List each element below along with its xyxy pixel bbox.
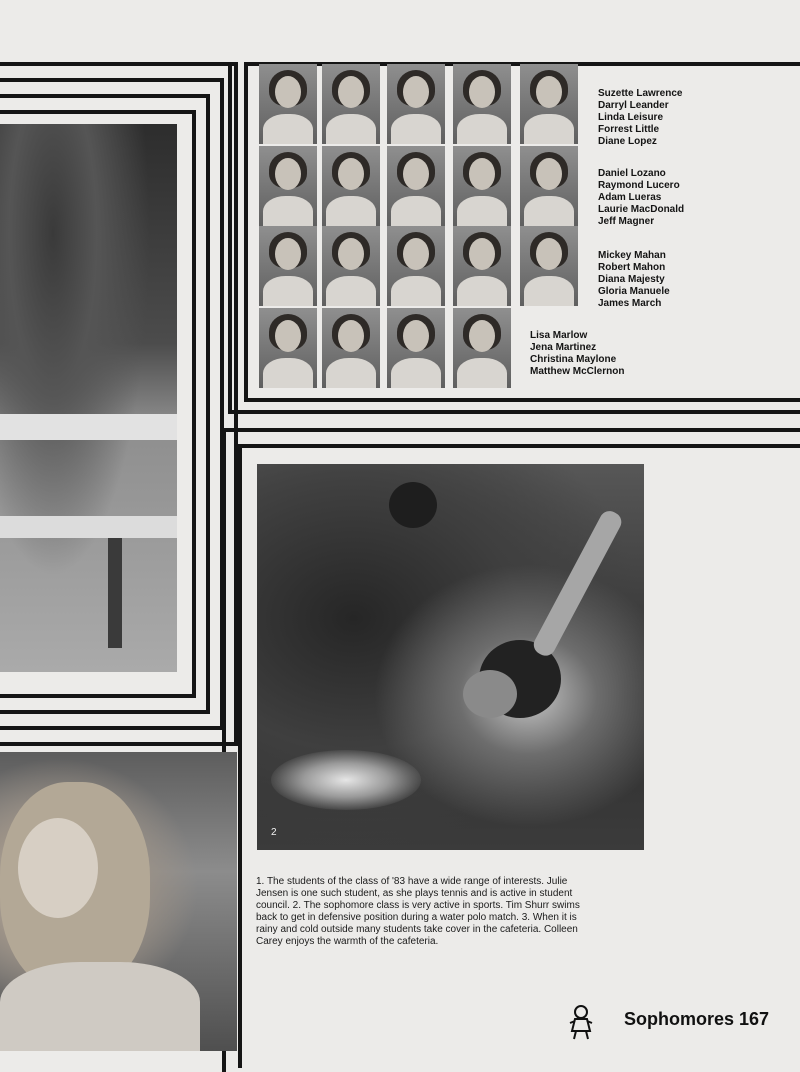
bench-back <box>0 414 177 440</box>
bench-leg <box>108 538 122 648</box>
portrait-lisa-marlow <box>259 308 317 388</box>
student-name: Linda Leisure <box>598 112 664 123</box>
portrait-jena-martinez <box>322 308 380 388</box>
student-name: Diana Majesty <box>598 274 665 285</box>
portrait-raymond-lucero <box>322 146 380 226</box>
student-name: Diane Lopez <box>598 136 657 147</box>
girl-jacket <box>0 962 200 1051</box>
student-name: James March <box>598 298 662 309</box>
student-name: Laurie MacDonald <box>598 204 685 215</box>
name-list-row-2 <box>598 168 684 228</box>
portrait-diane-lopez <box>520 64 578 144</box>
water-polo-photo <box>257 464 644 850</box>
background-swimmer <box>389 482 437 528</box>
cafeteria-photo <box>0 752 237 1051</box>
photo-captions: 1. The students of the class of '83 have a wide range of interests. Julie Jensen is one such student, as she plays tennis and is active in student council. 2. The sophomore class is very active in sports. Tim Shurr swims back to get in defensive position during a water polo match. 3. When it is rainy and cold outside many students take cover in the cafeteria. Colleen Carey enjoys the warmth of the cafeteria. <box>256 876 580 947</box>
student-name: Lisa Marlow <box>530 330 588 341</box>
student-name: Christina Maylone <box>530 354 617 365</box>
portrait-adam-lueras <box>387 146 445 226</box>
portrait-linda-leisure <box>387 64 445 144</box>
photo-number-label: 2 <box>271 827 277 838</box>
bench-photo <box>0 124 177 672</box>
swimmer-face <box>463 670 517 718</box>
portrait-robert-mahon <box>322 226 380 306</box>
student-name: Daniel Lozano <box>598 168 666 179</box>
name-list-row-1 <box>598 88 682 148</box>
student-name: Robert Mahon <box>598 262 666 273</box>
swimmer-arm <box>530 508 625 660</box>
page-number: 167 <box>739 1009 770 1029</box>
student-name: Darryl Leander <box>598 100 669 111</box>
student-name: Mickey Mahan <box>598 250 666 261</box>
name-list-row-3 <box>598 250 670 310</box>
portrait-james-march <box>520 226 578 306</box>
portrait-suzette-lawrence <box>259 64 317 144</box>
portrait-gloria-manuele <box>453 226 511 306</box>
student-name: Raymond Lucero <box>598 180 680 191</box>
student-name: Matthew McClernon <box>530 366 625 377</box>
portrait-jeff-magner <box>520 146 578 226</box>
portrait-laurie-macdonald <box>453 146 511 226</box>
portrait-mickey-mahan <box>259 226 317 306</box>
girl-face <box>18 818 98 918</box>
student-name: Suzette Lawrence <box>598 88 683 99</box>
student-name: Jeff Magner <box>598 216 655 227</box>
name-list-row-4 <box>530 330 624 378</box>
portrait-daniel-lozano <box>259 146 317 226</box>
bench-seat <box>0 516 177 538</box>
portrait-darryl-leander <box>322 64 380 144</box>
portrait-christina-maylone <box>387 308 445 388</box>
splash <box>271 750 421 810</box>
student-name: Forrest Little <box>598 124 660 135</box>
page-footer <box>624 1009 769 1030</box>
portrait-matthew-mcclernon <box>453 308 511 388</box>
mascot-icon <box>566 1003 596 1041</box>
student-name: Gloria Manuele <box>598 286 670 297</box>
student-name: Adam Lueras <box>598 192 662 203</box>
portrait-diana-majesty <box>387 226 445 306</box>
portrait-forrest-little <box>453 64 511 144</box>
section-title: Sophomores <box>624 1009 735 1029</box>
student-name: Jena Martinez <box>530 342 597 353</box>
